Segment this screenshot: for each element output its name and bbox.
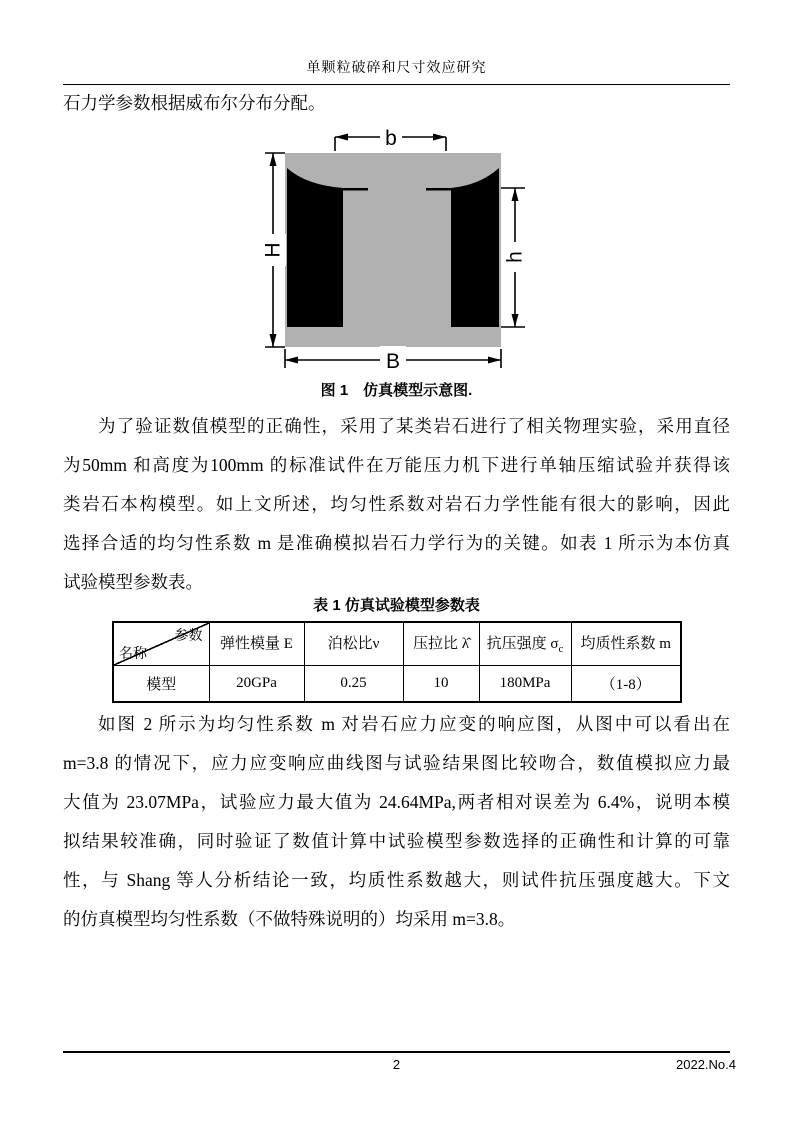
table-header-compressive-strength: 抗压强度 $\sigma_c$ [479,622,571,665]
parameters-table [112,621,682,703]
dimension-label-H: H [261,242,285,258]
paragraph-line: 试验模型参数表。 [63,572,203,592]
table-cell-strength-value: 180MPa [479,665,571,702]
table-corner-cell [113,622,209,665]
running-header-title: 单颗粒破碎和尺寸效应研究 [306,61,487,76]
corner-label-parameter: 参数 [174,629,203,644]
dimension-label-h: h [503,251,527,263]
table-cell-ratio-value: 10 [403,665,479,702]
paragraph-line: 为了验证数值模型的正确性，采用了某类岩石进行了相关物理实验，采用直径 [98,416,730,436]
page-number: 2 [392,1057,401,1072]
table-header-row [113,622,681,665]
paragraph-line: 选择合适的均匀性系数 m 是准确模拟岩石力学行为的关键。如表 1 所示为本仿真 [63,533,730,553]
paragraph-line: 大值为 23.07MPa，试验应力最大值为 24.64MPa,两者相对误差为 6.4%，说明本模 [63,792,730,812]
table-header-poisson-ratio: 泊松比ν [304,622,403,665]
dimension-label-b: b [385,127,397,150]
intro-paragraph-line: 石力学参数根据威布尔分布分配。 [63,93,326,113]
paragraph-2 [63,705,730,939]
paragraph-line: 性，与 Shang 等人分析结论一致，均质性系数越大，则试件抗压强度越大。下文 [63,870,730,890]
dimension-label-B: B [385,350,401,373]
figure-1-caption: 图 1 仿真模型示意图. [320,382,473,399]
table-header-elastic-modulus: 弹性模量 E [209,622,304,665]
paragraph-line: 类岩石本构模型。如上文所述，均匀性系数对岩石力学性能有很大的影响，因此 [63,494,730,514]
paragraph-1 [63,407,730,602]
paragraph-line: 的仿真模型均匀性系数（不做特殊说明的）均采用 m=3.8。 [63,909,516,929]
paragraph-line: m=3.8 的情况下，应力应变响应曲线图与试验结果图比较吻合，数值模拟应力最 [63,753,730,773]
paragraph-line: 为50mm 和高度为100mm 的标准试件在万能压力机下进行单轴压缩试验并获得该 [63,455,730,475]
issue-label: 2022.No.4 [676,1057,736,1072]
table-cell-model: 模型 [113,665,209,702]
footer-rule [63,1051,730,1053]
simulation-model-figure [256,118,538,374]
figure-1 [256,118,538,374]
paragraph-line: 拟结果较准确，同时验证了数值计算中试验模型参数选择的正确性和计算的可靠 [63,831,730,851]
table-header-compression-tension-ratio: 压拉比 λ̂ [403,622,479,665]
table-cell-poisson-value: 0.25 [304,665,403,702]
corner-label-name: 名称 [119,646,147,662]
table-data-row [113,665,681,702]
table-1-caption: 表 1 仿真试验模型参数表 [313,597,480,614]
table-cell-elastic-modulus-value: 20GPa [209,665,304,702]
table-header-homogeneity-index: 均质性系数 m [571,622,681,665]
header-rule [63,84,730,85]
paragraph-line: 如图 2 所示为均匀性系数 m 对岩石应力应变的响应图，从图中可以看出在 [98,714,730,734]
table-cell-homogeneity-value: （1-8） [571,665,681,702]
